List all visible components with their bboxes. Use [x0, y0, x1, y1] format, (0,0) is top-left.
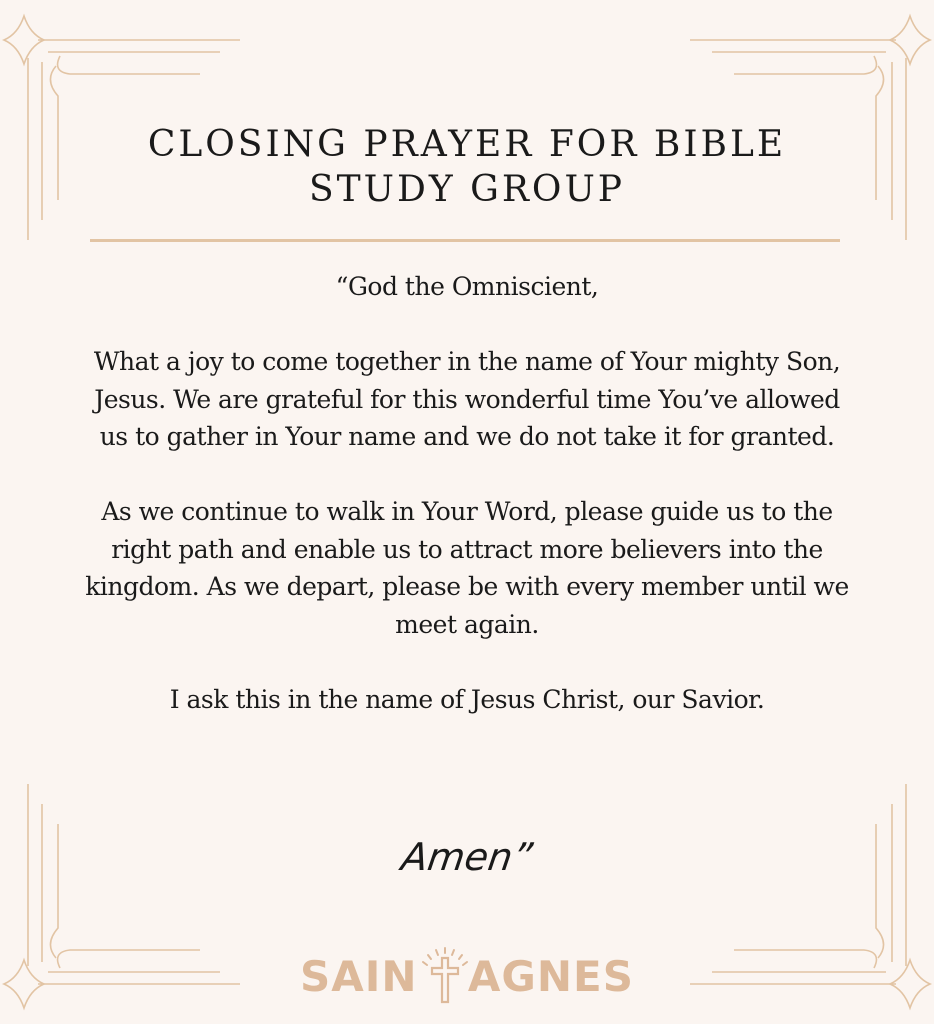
prayer-title: CLOSING PRAYER FOR BIBLE STUDY GROUP [147, 124, 787, 210]
prayer-greeting: “God the Omniscient, [335, 272, 599, 301]
prayer-paragraph: I ask this in the name of Jesus Christ, our Savior. [169, 684, 765, 714]
logo-word-right: AGNES [467, 952, 634, 1001]
prayer-body [80, 268, 854, 718]
title-divider [90, 239, 840, 242]
prayer-paragraph: As we continue to walk in Your Word, please guide us to the right path and enable us to attract more believers into the kingdom. As we depart, please be with every member until we meet again. [85, 497, 849, 639]
prayer-closing: Amen” [398, 835, 536, 879]
logo-word-left: SAIN [300, 952, 418, 1001]
cross-icon [414, 946, 476, 1008]
saint-agnes-logo [296, 946, 638, 1008]
prayer-paragraph: What a joy to come together in the name of Your mighty Son, Jesus. We are grateful for this wonderful time You’ve allowed us to gather in Your name and we do not take it for granted. [93, 347, 841, 451]
